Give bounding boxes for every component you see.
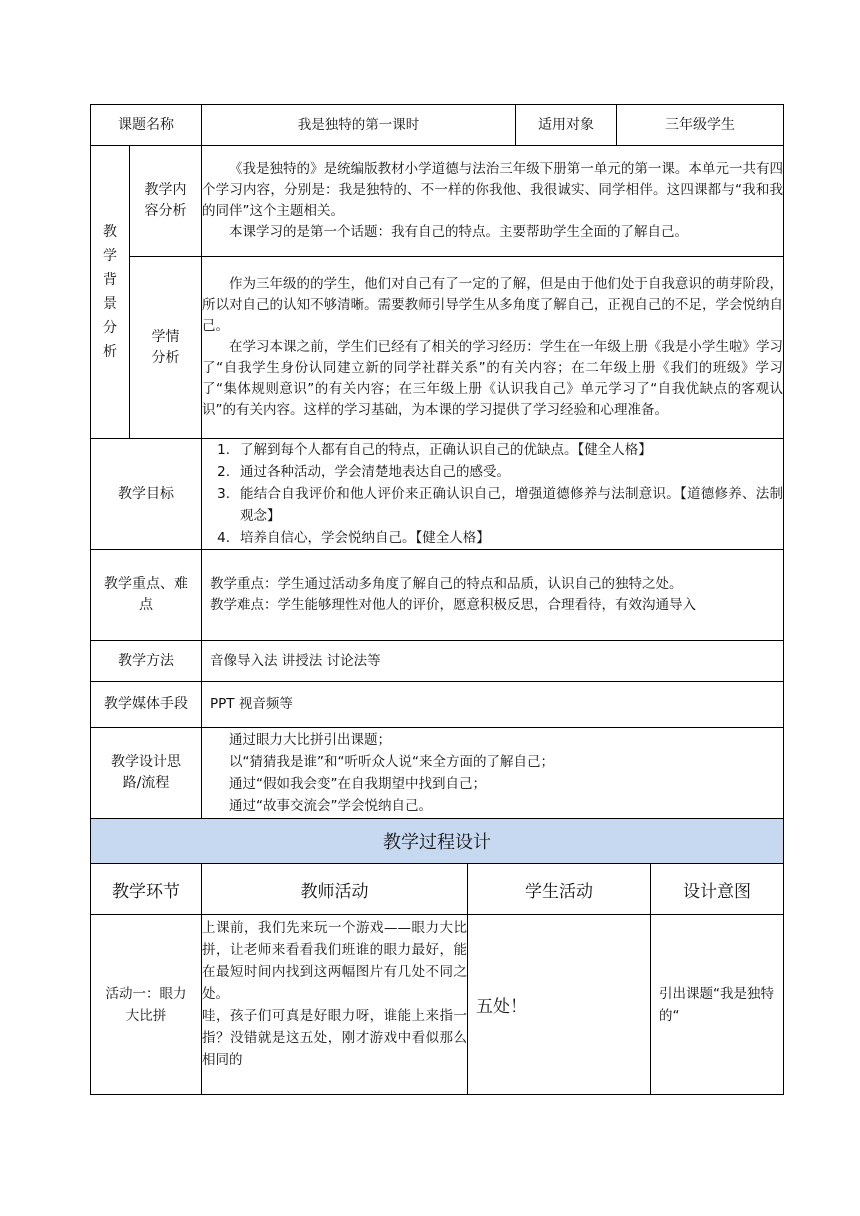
learner-analysis-row xyxy=(91,257,784,439)
design-label: 教学设计思路/流程 xyxy=(91,728,202,819)
learner-analysis-text xyxy=(202,257,784,439)
design-line: 通过“故事交流会”学会悦纳自己。 xyxy=(229,798,432,814)
content-paragraph: 本课学习的是第一个话题：我有自己的特点。主要帮助学生全面的了解自己。 xyxy=(229,224,688,240)
key-difficulty: 教学难点：学生能够理性对他人的评价，愿意积极反思，合理看待，有效沟通导入 xyxy=(210,597,696,613)
stage-cell: 活动一：眼力大比拼 xyxy=(91,915,202,1095)
background-group-cell xyxy=(91,146,130,439)
col-student: 学生活动 xyxy=(468,864,651,915)
teacher-activity-cell xyxy=(202,915,468,1095)
goal-item xyxy=(202,527,783,549)
col-stage: 教学环节 xyxy=(91,864,202,915)
course-label: 课题名称 xyxy=(91,105,202,146)
process-banner: 教学过程设计 xyxy=(91,819,784,864)
design-line: 以“猜猜我是谁”和“听听众人说“来全方面的了解自己； xyxy=(229,754,554,770)
keypoints-label: 教学重点、难点 xyxy=(91,550,202,641)
audience-label: 适用对象 xyxy=(516,105,617,146)
goal-text: 通过各种活动，学会清楚地表达自己的感受。 xyxy=(240,464,510,480)
background-group-label: 教学背景分析 xyxy=(103,224,117,360)
goal-text: 能结合自我评价和他人评价来正确认识自己，增强道德修养与法制意识。【道德修养、法制观念】 xyxy=(240,486,783,524)
design-row xyxy=(91,728,784,819)
goal-number: 4. xyxy=(217,530,230,546)
keypoints-row xyxy=(91,550,784,641)
methods-label: 教学方法 xyxy=(91,641,202,682)
goal-number: 2. xyxy=(217,464,230,480)
learner-analysis-label: 学情分析 xyxy=(130,257,202,439)
col-intent: 设计意图 xyxy=(651,864,784,915)
design-line: 通过“假如我会变”在自我期望中找到自己； xyxy=(229,776,486,792)
audience-value: 三年级学生 xyxy=(617,105,784,146)
col-teacher: 教师活动 xyxy=(202,864,468,915)
teacher-paragraph: 哇，孩子们可真是好眼力呀，谁能上来指一指？没错就是这五处，刚才游戏中看似那么相同的 xyxy=(202,1008,467,1068)
methods-row xyxy=(91,641,784,682)
methods-value: 音像导入法 讲授法 讨论法等 xyxy=(202,641,784,682)
goal-item xyxy=(202,439,783,461)
goal-number: 1. xyxy=(217,442,230,458)
media-label: 教学媒体手段 xyxy=(91,682,202,728)
content-paragraph: 《我是独特的》是统编版教材小学道德与法治三年级下册第一单元的第一课。本单元一共有四个学习内容，分别是：我是独特的、不一样的你我他、我很诚实、同学相伴。这四课都与“我和我的同伴”这个主题相关。 xyxy=(202,161,783,219)
goal-item xyxy=(202,483,783,527)
goal-text: 培养自信心，学会悦纳自己。【健全人格】 xyxy=(240,530,490,546)
keypoints-text xyxy=(202,550,784,641)
teacher-paragraph: 上课前，我们先来玩一个游戏——眼力大比拼，让老师来看看我们班谁的眼力最好，能在最短时间内找到这两幅图片有几处不同之处。 xyxy=(202,920,467,1002)
learner-paragraph: 作为三年级的的学生，他们对自己有了一定的了解，但是由于他们处于自我意识的萌芽阶段，所以对自己的认知不够清晰。需要教师引导学生从多角度了解自己，正视自己的不足，学会悦纳自己。 xyxy=(202,276,783,334)
design-lines xyxy=(202,728,784,819)
goal-item xyxy=(202,461,783,483)
learner-paragraph: 在学习本课之前，学生们已经有了相关的学习经历：学生在一年级上册《我是小学生啦》学习了“自我学生身份认同建立新的同学社群关系”的有关内容；在二年级上册《我们的班级》学习了“集体规则意识”的有关内容；在三年级上册《认识我自己》单元学习了“自我优缺点的客观认识”的有关内容。这样的学习基础，为本课的学习提供了学习经验和心理准备。 xyxy=(202,339,783,418)
key-focus: 教学重点：学生通过活动多角度了解自己的特点和品质，认识自己的独特之处。 xyxy=(210,576,683,592)
goal-number: 3. xyxy=(217,486,230,502)
goals-label: 教学目标 xyxy=(91,439,202,550)
goal-text: 了解到每个人都有自己的特点，正确认识自己的优缺点。【健全人格】 xyxy=(240,442,652,458)
design-line: 通过眼力大比拼引出课题； xyxy=(229,732,391,748)
student-activity-cell: 五处！ xyxy=(468,915,651,1095)
media-row xyxy=(91,682,784,728)
content-analysis-row xyxy=(91,146,784,257)
lesson-plan-table xyxy=(90,104,784,1095)
process-header-row xyxy=(91,864,784,915)
goals-row xyxy=(91,439,784,550)
content-analysis-text xyxy=(202,146,784,257)
course-value: 我是独特的第一课时 xyxy=(202,105,516,146)
table-row xyxy=(91,915,784,1095)
header-row xyxy=(91,105,784,146)
goals-list xyxy=(202,439,784,550)
media-value: PPT 视音频等 xyxy=(202,682,784,728)
content-analysis-label: 教学内容分析 xyxy=(130,146,202,257)
design-intent-cell: 引出课题“我是独特的“ xyxy=(651,915,784,1095)
process-banner-row xyxy=(91,819,784,864)
